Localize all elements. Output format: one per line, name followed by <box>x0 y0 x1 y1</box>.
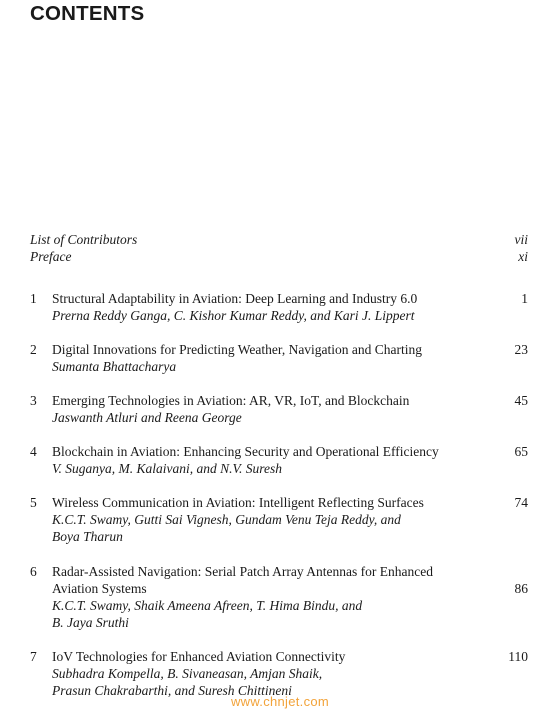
chapter-number: 6 <box>30 564 37 579</box>
chapter-page-number: 74 <box>514 495 528 510</box>
chapter-title: Structural Adaptability in Aviation: Deep Learning and Industry 6.0 <box>52 291 418 306</box>
toc-chapter-1[interactable] <box>30 290 528 324</box>
chapter-authors: Jaswanth Atluri and Reena George <box>52 410 242 425</box>
chapter-authors: V. Suganya, M. Kalaivani, and N.V. Suresh <box>52 461 283 476</box>
chapter-authors: Boya Tharun <box>52 529 123 544</box>
toc-entry-contributors[interactable] <box>30 231 528 248</box>
toc-chapter-3[interactable] <box>30 392 528 426</box>
toc-chapter-5[interactable] <box>30 494 528 545</box>
chapter-title: Aviation Systems <box>52 581 147 596</box>
chapter-authors: Prerna Reddy Ganga, C. Kishor Kumar Reddy, and Kari J. Lippert <box>52 308 415 323</box>
chapter-authors: Sumanta Bhattacharya <box>52 359 177 374</box>
toc-page-number: vii <box>514 232 528 247</box>
chapter-page-number: 86 <box>514 581 528 596</box>
chapter-page-number: 1 <box>521 291 528 306</box>
toc-entry-title: Preface <box>30 249 72 264</box>
chapter-authors: B. Jaya Sruthi <box>52 615 129 630</box>
toc-chapter-6[interactable] <box>30 563 528 631</box>
watermark-text: www.chnjet.com <box>230 694 330 709</box>
chapter-number: 5 <box>30 495 37 510</box>
chapter-number: 7 <box>30 649 37 664</box>
chapter-title: Wireless Communication in Aviation: Intelligent Reflecting Surfaces <box>52 495 424 510</box>
chapter-number: 2 <box>30 342 37 357</box>
page-title: CONTENTS <box>30 2 145 25</box>
chapter-number: 1 <box>30 291 37 306</box>
chapter-authors: K.C.T. Swamy, Gutti Sai Vignesh, Gundam Venu Teja Reddy, and <box>52 512 401 527</box>
toc-page-number: xi <box>518 249 528 264</box>
toc-entry-title: List of Contributors <box>30 232 138 247</box>
chapter-page-number: 65 <box>514 444 528 459</box>
chapter-title: Digital Innovations for Predicting Weather, Navigation and Charting <box>52 342 423 357</box>
toc-chapter-4[interactable] <box>30 443 528 477</box>
toc-chapter-2[interactable] <box>30 341 528 375</box>
chapter-authors: Subhadra Kompella, B. Sivaneasan, Amjan Shaik, <box>52 666 323 681</box>
chapter-number: 4 <box>30 444 37 459</box>
toc-chapter-7[interactable] <box>30 648 528 699</box>
chapter-page-number: 110 <box>508 649 528 664</box>
chapter-title: Blockchain in Aviation: Enhancing Security and Operational Efficiency <box>52 444 439 459</box>
chapter-title: Radar-Assisted Navigation: Serial Patch Array Antennas for Enhanced <box>52 564 433 579</box>
chapter-authors: Prasun Chakrabarthi, and Suresh Chittineni <box>52 683 292 698</box>
chapter-title: Emerging Technologies in Aviation: AR, VR, IoT, and Blockchain <box>52 393 410 408</box>
chapter-title: IoV Technologies for Enhanced Aviation Connectivity <box>52 649 346 664</box>
toc-entry-preface[interactable] <box>30 248 528 265</box>
chapter-number: 3 <box>30 393 37 408</box>
chapter-page-number: 45 <box>514 393 528 408</box>
chapter-authors: K.C.T. Swamy, Shaik Ameena Afreen, T. Hima Bindu, and <box>52 598 363 613</box>
chapter-page-number: 23 <box>514 342 528 357</box>
